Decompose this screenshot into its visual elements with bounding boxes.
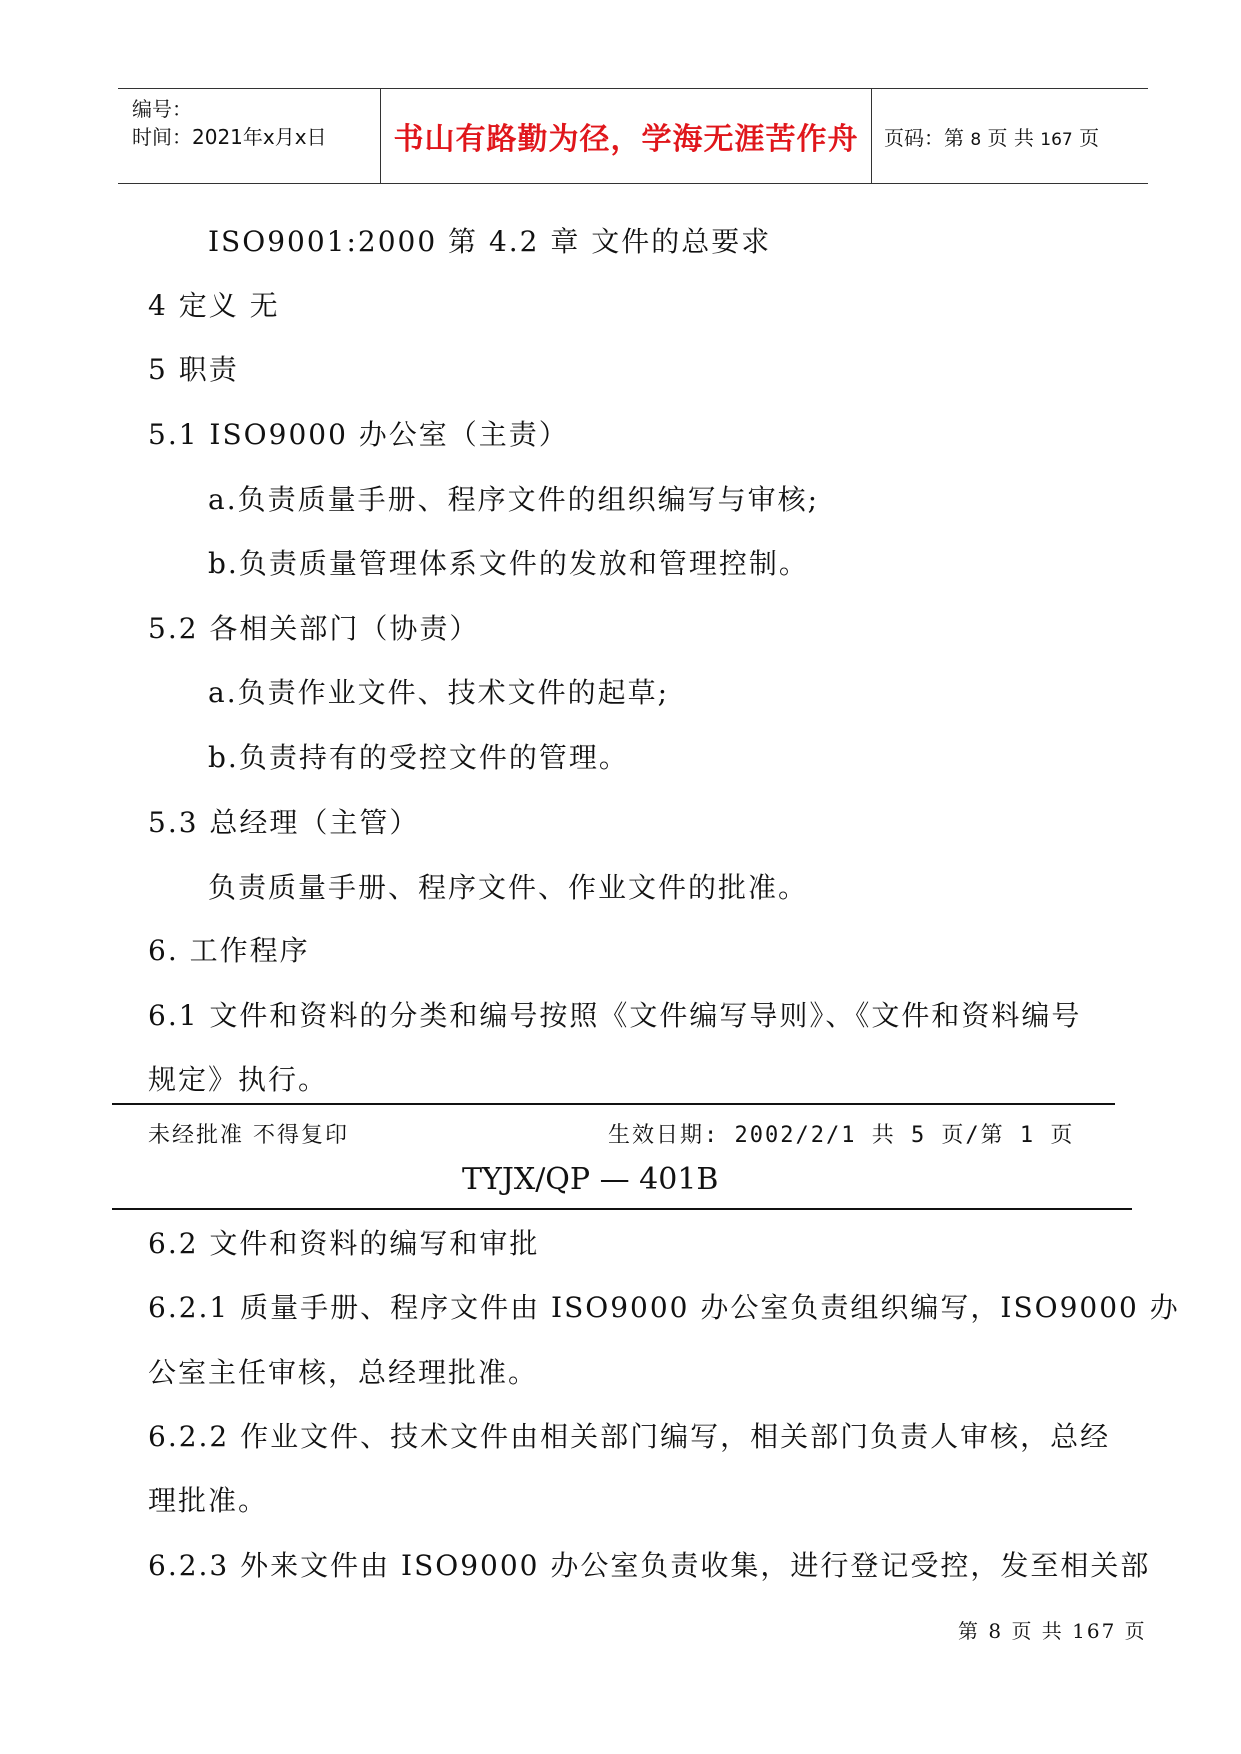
body2-line-3: 公室主任审核，总经理批准。 bbox=[148, 1356, 539, 1389]
document-time: 时间：2021年x月x日 bbox=[132, 125, 327, 149]
body-line-5: a.负责质量手册、程序文件的组织编写与审核; bbox=[208, 483, 820, 516]
body-line-6: b.负责质量管理体系文件的发放和管理控制。 bbox=[208, 547, 809, 580]
body2-line-2: 6.2.1 质量手册、程序文件由 ISO9000 办公室负责组织编写，ISO9000 办 bbox=[148, 1291, 1180, 1324]
body-line-13: 6.1 文件和资料的分类和编号按照《文件编写导则》、《文件和资料编号 bbox=[148, 999, 1082, 1032]
footer-rule-bottom bbox=[112, 1208, 1132, 1210]
footer-rule-top bbox=[112, 1103, 1115, 1105]
page-mid: 页 共 bbox=[987, 125, 1034, 150]
document-number-label: 编号： bbox=[132, 97, 192, 121]
footer-doc-number: TYJX/QP — 401B bbox=[462, 1162, 719, 1197]
page-suffix: 页 bbox=[1079, 125, 1100, 150]
footer-effective-date: 生效日期: 2002/2/1 共 5 页/第 1 页 bbox=[608, 1123, 1075, 1148]
page-prefix: 页码：第 bbox=[884, 125, 964, 150]
body-line-10: 5.3 总经理（主管） bbox=[148, 806, 420, 839]
document-header bbox=[118, 88, 1148, 184]
body-line-7: 5.2 各相关部门（协责） bbox=[148, 612, 480, 645]
body-line-8: a.负责作业文件、技术文件的起草; bbox=[208, 676, 670, 709]
body2-line-4: 6.2.2 作业文件、技术文件由相关部门编写，相关部门负责人审核，总经 bbox=[148, 1420, 1111, 1453]
header-page-indicator bbox=[884, 122, 1099, 151]
body-line-14: 规定》执行。 bbox=[148, 1063, 329, 1096]
body-line-4: 5.1 ISO9000 办公室（主责） bbox=[148, 418, 569, 451]
page-current: 8 bbox=[970, 129, 982, 150]
body-line-2: 4 定义 无 bbox=[148, 289, 280, 322]
body-line-12: 6. 工作程序 bbox=[148, 934, 310, 967]
body-line-3: 5 职责 bbox=[148, 353, 239, 386]
body2-line-5: 理批准。 bbox=[148, 1484, 269, 1517]
header-motto-cell bbox=[380, 89, 872, 183]
body-line-1: ISO9001:2000 第 4.2 章 文件的总要求 bbox=[208, 225, 772, 258]
body2-line-6: 6.2.3 外来文件由 ISO9000 办公室负责收集，进行登记受控，发至相关部 bbox=[148, 1549, 1151, 1582]
body-line-9: b.负责持有的受控文件的管理。 bbox=[208, 741, 629, 774]
header-info-cell bbox=[118, 89, 380, 183]
page-total: 167 bbox=[1040, 129, 1073, 150]
page-number: 第 8 页 共 167 页 bbox=[958, 1619, 1147, 1643]
footer-copy-notice: 未经批准 不得复印 bbox=[148, 1123, 349, 1148]
header-page-cell bbox=[872, 89, 1148, 183]
body2-line-1: 6.2 文件和资料的编写和审批 bbox=[148, 1227, 540, 1260]
body-line-11: 负责质量手册、程序文件、作业文件的批准。 bbox=[208, 871, 809, 904]
motto-text: 书山有路勤为径，学海无涯苦作舟 bbox=[393, 122, 859, 157]
